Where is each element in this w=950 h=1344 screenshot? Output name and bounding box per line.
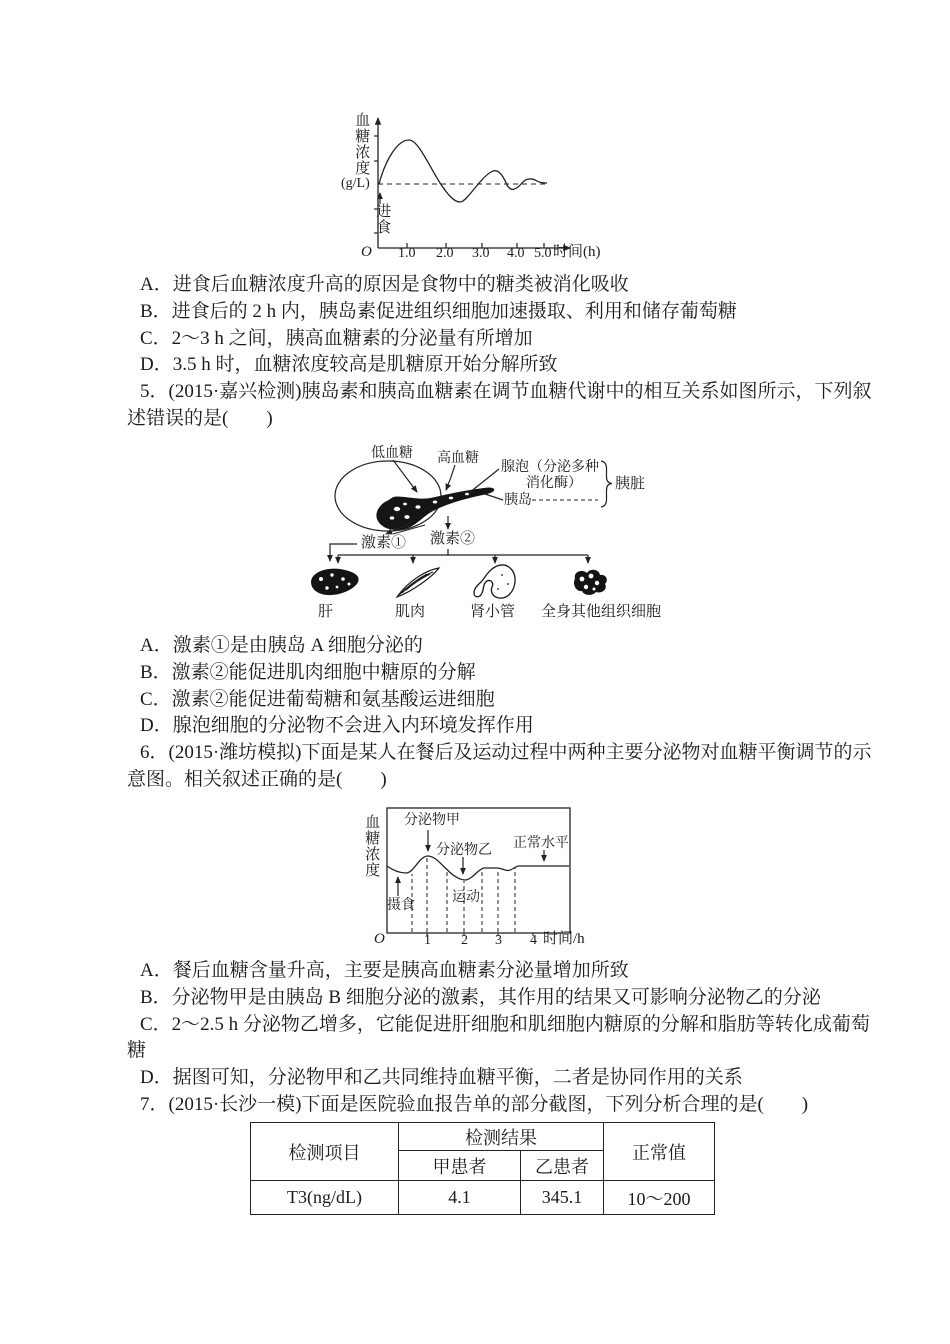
q6-xtick-2: 2: [461, 933, 468, 948]
label-islet: 胰岛: [504, 493, 532, 508]
label-hormone-2: 激素②: [430, 531, 476, 547]
kidney-icon: [474, 565, 515, 598]
q4-y-axis-label: 血糖浓度: [353, 112, 370, 176]
label-organ-muscle: 肌肉: [395, 604, 426, 620]
q4-xtick-5: 5.0: [534, 246, 552, 261]
table-cell-b: 345.1: [521, 1181, 604, 1215]
muscle-icon: [397, 568, 439, 597]
q6-option-d: D．据图可知，分泌物甲和乙共同维持血糖平衡，二者是协同作用的关系: [140, 1067, 743, 1089]
high-sugar-arrow: [446, 465, 455, 490]
q6-xtick-3: 3: [495, 933, 502, 948]
q4-option-d: D．3.5 h 时，血糖浓度较高是肌糖原开始分解所致: [140, 354, 558, 376]
label-high-blood-sugar: 高血糖: [437, 451, 479, 466]
table-cell-item: T3(ng/dL): [251, 1181, 399, 1215]
figure-q4-glucose-curve: [330, 106, 615, 264]
q6-option-a: A．餐后血糖含量升高，主要是胰高血糖素分泌量增加所致: [140, 960, 629, 981]
q6-stem: 6．(2015·潍坊模拟)下面是某人在餐后及运动过程中两种主要分泌物对血糖平衡调节的示意图。相关叙述正确的是( ): [127, 742, 872, 790]
q6-feed-label: 摄食: [387, 898, 415, 913]
q6-option-b: B．分泌物甲是由胰岛 B 细胞分泌的激素，其作用的结果又可影响分泌物乙的分泌: [140, 986, 821, 1008]
table-cell-normal: 10～200: [604, 1181, 715, 1215]
table-header-item: 检测项目: [251, 1123, 399, 1181]
text-block-3: [127, 958, 872, 1119]
q5-option-b: B．激素②能促进肌肉细胞中糖原的分解: [140, 661, 476, 683]
q6-exercise-label: 运动: [452, 890, 480, 905]
q5-option-d: D．腺泡细胞的分泌物不会进入内环境发挥作用: [140, 715, 534, 737]
blood-test-table: [250, 1122, 715, 1215]
table-subheader-patient-a: 甲患者: [399, 1151, 521, 1181]
label-organ-cells: 全身其他组织细胞: [541, 604, 662, 620]
q7-stem: 7．(2015·长沙一模)下面是医院验血报告单的部分截图，下列分析合理的是( ): [140, 1093, 809, 1115]
figure-q6-secretion-graph: [350, 804, 600, 950]
q5-option-a: A．激素①是由胰岛 A 细胞分泌的: [140, 635, 423, 656]
text-block-2: [127, 633, 872, 794]
q6-normal-level-label: 正常水平: [513, 836, 569, 851]
q6-xtick-4: 4: [530, 933, 537, 948]
text-block-1: [127, 272, 872, 433]
label-acinar-line2: 消化酶）: [526, 476, 582, 491]
q4-xtick-2: 2.0: [436, 246, 454, 261]
q4-option-a: A．进食后血糖浓度升高的原因是食物中的糖类被消化吸收: [140, 274, 629, 295]
q4-option-c: C．2～3 h 之间，胰高血糖素的分泌量有所增加: [140, 327, 533, 349]
q5-stem: 5．(2015·嘉兴检测)胰岛素和胰高血糖素在调节血糖代谢中的相互关系如图所示，下列叙述错误的是( ): [127, 381, 872, 429]
figure-q5-pancreas-diagram: [285, 443, 662, 628]
q5-option-c: C．激素②能促进葡萄糖和氨基酸运进细胞: [140, 688, 495, 710]
table-header-normal: 正常值: [604, 1123, 715, 1181]
glucose-curve: [379, 140, 547, 202]
q6-graph-canvas: [350, 804, 600, 940]
glucose-curve: [387, 856, 569, 880]
label-pancreas: 胰脏: [615, 476, 646, 492]
q6-option-c: C．2～2.5 h 分泌物乙增多，它能促进肝细胞和肌细胞内糖原的分解和脂肪等转化成葡萄糖: [127, 1013, 870, 1062]
q6-secretion-a-label: 分泌物甲: [404, 813, 460, 828]
q4-x-axis-label: 时间(h): [553, 244, 601, 260]
q6-xtick-1: 1: [424, 933, 431, 948]
q4-option-b: B．进食后的 2 h 内，胰岛素促进组织细胞加速摄取、利用和储存葡萄糖: [140, 300, 737, 322]
q4-origin-label: O: [361, 244, 372, 260]
label-acinar-line1: 腺泡（分泌多种: [501, 460, 599, 475]
label-organ-kidney: 肾小管: [470, 604, 516, 620]
q4-xtick-4: 4.0: [507, 246, 525, 261]
q6-y-axis-label: 血糖浓度: [363, 814, 380, 878]
islet-pointer: [485, 494, 503, 500]
liver-icon: [311, 569, 359, 595]
q4-graph-canvas: [330, 106, 615, 258]
pancreas-brace: [601, 461, 612, 507]
table-cell-a: 4.1: [399, 1181, 521, 1215]
q4-xtick-1: 1.0: [398, 246, 416, 261]
label-hormone-1: 激素①: [361, 535, 407, 551]
q6-x-axis-label: 时间/h: [543, 931, 585, 947]
table-header-result: 检测结果: [399, 1123, 604, 1151]
q4-feed-label: 进食: [374, 203, 391, 235]
label-organ-liver: 肝: [318, 604, 334, 620]
q4-xtick-3: 3.0: [472, 246, 490, 261]
q6-secretion-b-label: 分泌物乙: [436, 843, 492, 858]
q6-origin-label: O: [374, 931, 385, 947]
q4-y-axis-unit: (g/L): [341, 176, 370, 191]
body-cells-icon: [574, 570, 607, 595]
hormone1-elbow: [330, 544, 357, 561]
label-low-blood-sugar: 低血糖: [371, 446, 413, 461]
table-subheader-patient-b: 乙患者: [521, 1151, 604, 1181]
